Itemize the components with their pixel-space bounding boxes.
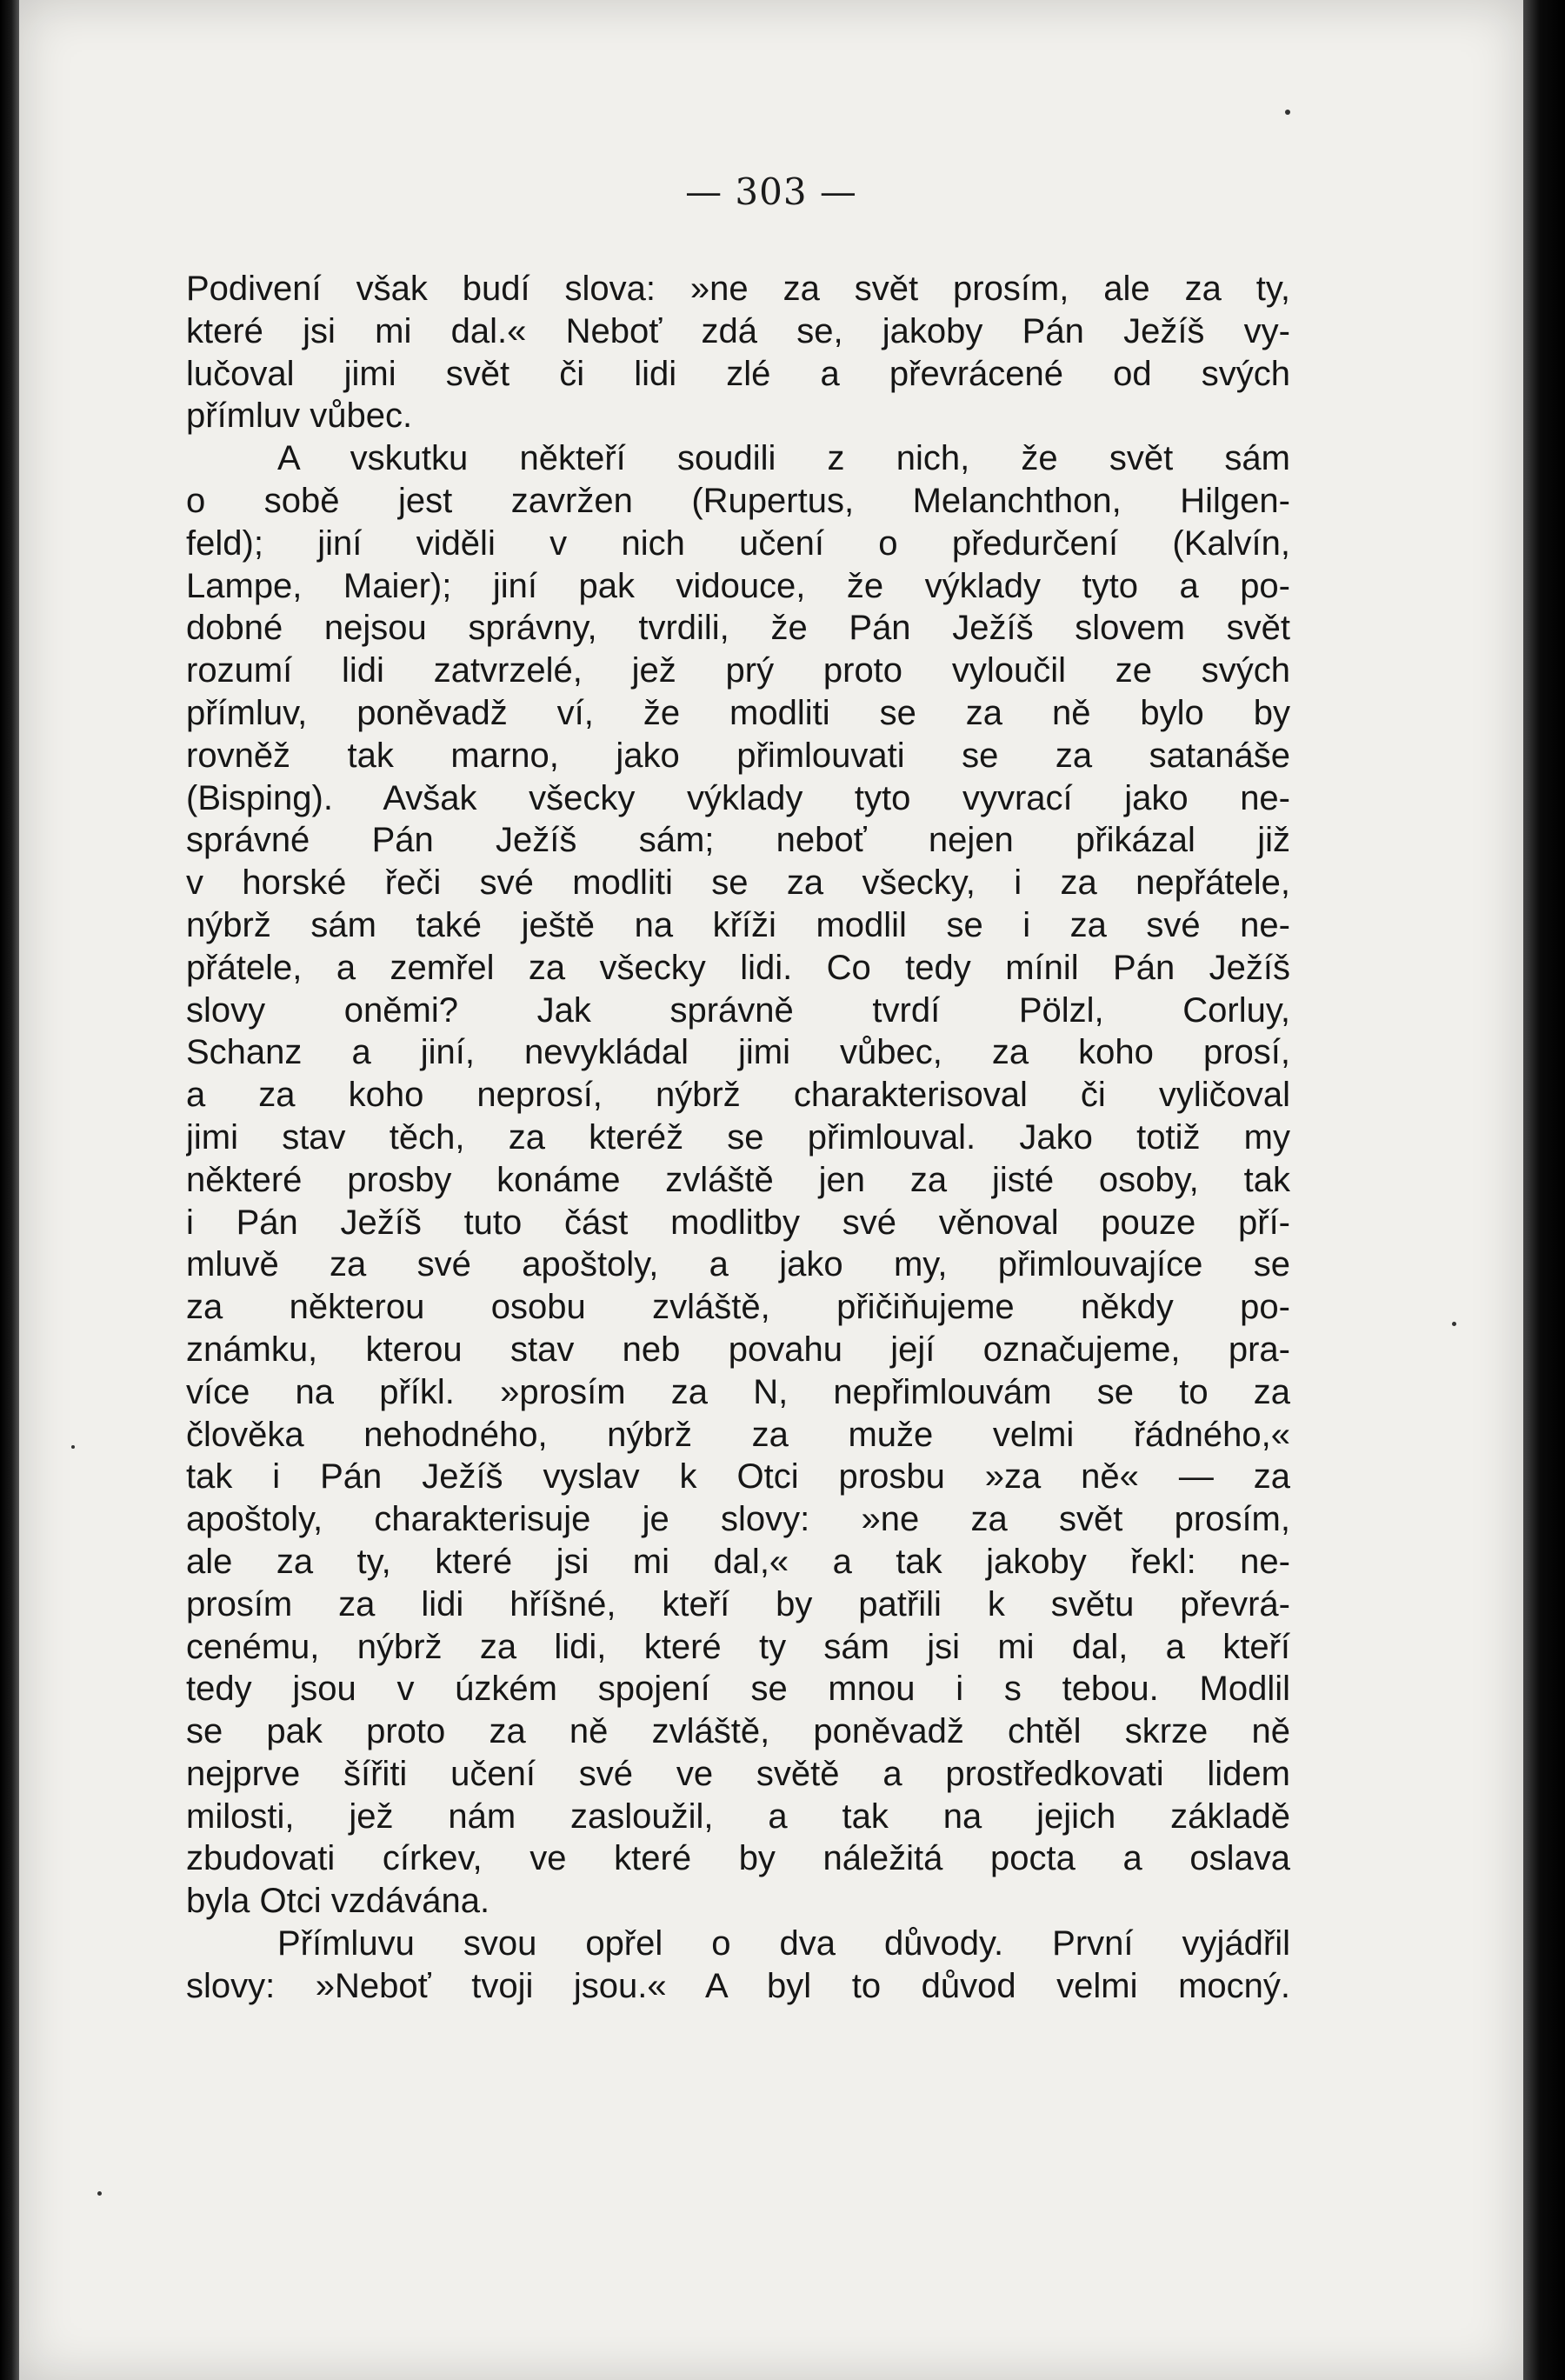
text-line: tak i Pán Ježíš vyslav k Otci prosbu »za ně« — za <box>186 1457 1290 1497</box>
text-line: jimi stav těch, za kteréž se přimlouval. Jako totiž my <box>186 1117 1290 1157</box>
text-line: rovněž tak marno, jako přimlouvati se za satanáše <box>186 736 1290 775</box>
text-line: (Bisping). Avšak všecky výklady tyto vyvrací jako ne- <box>186 778 1290 817</box>
text-line: dobné nejsou správny, tvrdili, že Pán Ježíš slovem svět <box>186 609 1290 648</box>
text-line: Schanz a jiní, nevykládal jimi vůbec, za koho prosí, <box>186 1033 1290 1072</box>
text-line: Lampe, Maier); jiní pak vidouce, že výklady tyto a po- <box>186 566 1290 605</box>
text-line: které jsi mi dal.« Neboť zdá se, jakoby Pán Ježíš vy- <box>186 311 1290 350</box>
text-line: ale za ty, které jsi mi dal,« a tak jakoby řekl: ne- <box>186 1542 1290 1581</box>
body-text <box>186 268 1290 2008</box>
dust-speck <box>97 2191 102 2196</box>
text-line: feld); jiní viděli v nich učení o předurčení (Kalvín, <box>186 523 1290 563</box>
text-line: prosím za lidi hříšné, kteří by patřili k světu převrá- <box>186 1584 1290 1623</box>
text-line: přímluv, poněvadž ví, že modliti se za ně bylo by <box>186 693 1290 732</box>
text-line: více na příkl. »prosím za N, nepřimlouvám se to za <box>186 1372 1290 1411</box>
text-line: a za koho neprosí, nýbrž charakterisoval či vyličoval <box>186 1076 1290 1115</box>
text-line: za některou osobu zvláště, přičiňujeme někdy po- <box>186 1288 1290 1327</box>
book-page <box>19 0 1523 2380</box>
text-line: některé prosby konáme zvláště jen za jisté osoby, tak <box>186 1160 1290 1199</box>
text-line: zbudovati církev, ve které by náležitá pocta a oslava <box>186 1839 1290 1878</box>
text-line: apoštoly, charakterisuje je slovy: »ne za svět prosím, <box>186 1500 1290 1539</box>
text-line: nejprve šířiti učení své ve světě a prostředkovati lidem <box>186 1754 1290 1793</box>
text-line: o sobě jest zavržen (Rupertus, Melanchthon, Hilgen- <box>186 481 1290 520</box>
text-line: A vskutku někteří soudili z nich, že svět sám <box>277 439 1290 478</box>
text-line: se pak proto za ně zvláště, poněvadž chtěl skrze ně <box>186 1712 1290 1751</box>
scan-left-edge <box>0 0 19 2380</box>
text-line: člověka nehodného, nýbrž za muže velmi řádného,« <box>186 1415 1290 1454</box>
dust-speck <box>1285 110 1290 115</box>
dust-speck <box>1452 1322 1456 1326</box>
text-line: v horské řeči své modliti se za všecky, i za nepřátele, <box>186 863 1290 903</box>
text-line: přímluv vůbec. <box>186 397 413 436</box>
text-line: i Pán Ježíš tuto část modlitby své věnoval pouze pří- <box>186 1203 1290 1242</box>
text-line: Přímluvu svou opřel o dva důvody. První vyjádřil <box>277 1924 1290 1963</box>
text-line: mluvě za své apoštoly, a jako my, přimlouvajíce se <box>186 1245 1290 1284</box>
text-line: milosti, jež nám zasloužil, a tak na jejich základě <box>186 1797 1290 1836</box>
text-line: lučoval jimi svět či lidi zlé a převrácené od svých <box>186 354 1290 393</box>
text-line: správné Pán Ježíš sám; neboť nejen přikázal již <box>186 821 1290 860</box>
scan-right-edge <box>1523 0 1565 2380</box>
page-number: — 303 — <box>685 170 857 213</box>
text-line: cenému, nýbrž za lidi, které ty sám jsi mi dal, a kteří <box>186 1627 1290 1666</box>
dust-speck <box>71 1445 75 1449</box>
text-line: slovy: »Neboť tvoji jsou.« A byl to důvod velmi mocný. <box>186 1966 1290 2005</box>
text-line: Podivení však budí slova: »ne za svět prosím, ale za ty, <box>186 270 1290 308</box>
text-line: známku, kterou stav neb povahu její označujeme, pra- <box>186 1330 1290 1369</box>
text-line: nýbrž sám také ještě na kříži modlil se i za své ne- <box>186 905 1290 944</box>
text-line: tedy jsou v úzkém spojení se mnou i s tebou. Modlil <box>186 1670 1290 1709</box>
text-line: rozumí lidi zatvrzelé, jež prý proto vyloučil ze svých <box>186 651 1290 690</box>
text-line: slovy oněmi? Jak správně tvrdí Pölzl, Corluy, <box>186 990 1290 1030</box>
text-line: přátele, a zemřel za všecky lidi. Co tedy mínil Pán Ježíš <box>186 948 1290 987</box>
text-line: byla Otci vzdávána. <box>186 1882 490 1921</box>
